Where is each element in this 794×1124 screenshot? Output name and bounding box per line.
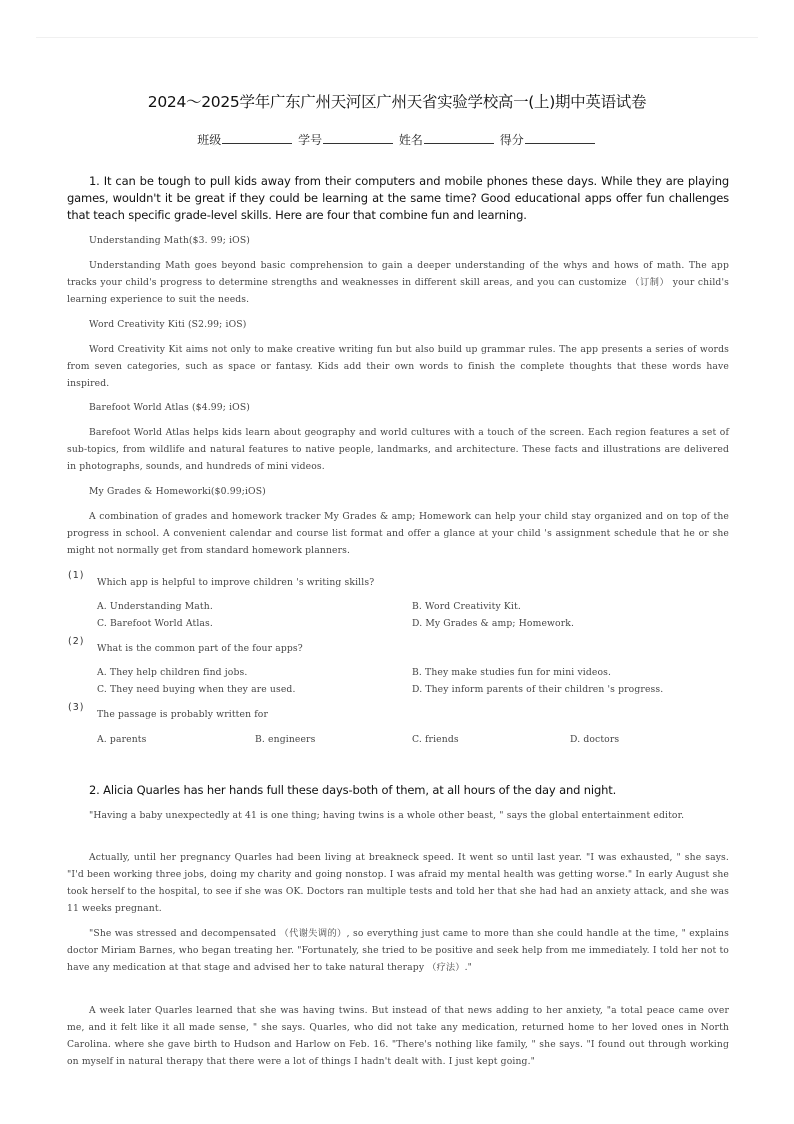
class-blank[interactable]	[222, 132, 292, 144]
q1-sub1-option-c[interactable]: C. Barefoot World Atlas.	[97, 618, 213, 629]
name-blank[interactable]	[424, 132, 494, 144]
q1-sub3-stem: The passage is probably written for	[97, 709, 269, 720]
q1-sub3-option-a[interactable]: A. parents	[97, 734, 147, 745]
student-id-field[interactable]	[298, 131, 395, 148]
q1-sub2-stem: What is the common part of the four apps?	[97, 643, 303, 654]
q1-sub1-stem: Which app is helpful to improve children 's writing skills?	[97, 577, 375, 588]
q1-app3-title: Barefoot World Atlas ($4.99; iOS)	[89, 402, 251, 413]
q1-sub3-option-b[interactable]: B. engineers	[255, 734, 316, 745]
q1-app2-title: Word Creativity Kiti (S2.99; iOS)	[89, 319, 247, 330]
q1-sub2-option-c[interactable]: C. They need buying when they are used.	[97, 684, 296, 695]
q2-paragraph-4: A week later Quarles learned that she was having twins. But instead of that news adding to her anxiety, "a total peace came over me, and it felt like it all made sense, " she says. Quarles, who did not take any medication, returned home to her loved ones in North Carolina. where she gave birth to Hudson and Harlow on Feb. 16. "There's nothing like family, " she says. "I found out through working on myself in natural therapy that there were a lot of things I hadn't dealt with. I just kept going."	[67, 1005, 729, 1067]
q2-paragraph-3: "She was stressed and decompensated （代谢失调的）, so everything just came to more than she could handle at the time, " explains doctor Miriam Barnes, who began treating her. "Fortunately, she tried to be positive and seek help from me immediately. I told her not to have any medication at that stage and advised her to take natural therapy （疗法）."	[67, 928, 729, 973]
class-label: 班级	[197, 133, 222, 147]
q1-app1-title: Understanding Math($3. 99; iOS)	[89, 235, 251, 246]
score-field[interactable]	[500, 131, 597, 148]
q1-app3-desc: Barefoot World Atlas helps kids learn about geography and world cultures with a touch of the screen. Each region features a set of sub-topics, from wildlife and natural features to native people, landmarks, and architecture. These facts and illustrations are delivered in photographs, sounds, and hundreds of mini videos.	[67, 427, 729, 472]
q1-sub1-option-b[interactable]: B. Word Creativity Kit.	[412, 601, 521, 612]
q1-app2-desc: Word Creativity Kit aims not only to make creative writing fun but also build up grammar rules. The app presents a series of words from seven categories, such as space or fantasy. Kids add their own words to finish the complete thoughts that these words have inspired.	[67, 344, 729, 389]
student-id-label: 学号	[298, 133, 323, 147]
class-field[interactable]	[197, 131, 294, 148]
header-divider	[36, 37, 758, 38]
name-label: 姓名	[398, 133, 423, 147]
q1-intro: 1. It can be tough to pull kids away from their computers and mobile phones these days. While they are playing games, wouldn't it be great if they could be learning at the same time? Good educational apps offer fun challenges that teach specific grade-level skills. Here are four that combine fun and learning.	[67, 174, 729, 222]
page-title: 2024～2025学年广东广州天河区广州天省实验学校高一(上)期中英语试卷	[147, 93, 647, 111]
q1-sub3-option-c[interactable]: C. friends	[412, 734, 459, 745]
q1-sub2-option-a[interactable]: A. They help children find jobs.	[97, 667, 248, 678]
q1-sub3-option-d[interactable]: D. doctors	[570, 734, 620, 745]
q2-paragraph-1: "Having a baby unexpectedly at 41 is one thing; having twins is a whole other beast, " says the global entertainment editor.	[89, 810, 685, 821]
q1-app1-desc: Understanding Math goes beyond basic comprehension to gain a deeper understanding of the whys and hows of math. The app tracks your child's progress to determine strengths and weaknesses in different skill areas, and you can customize （订制） your child's learning experience to suit the needs.	[67, 260, 729, 305]
q1-sub1-number: (1)	[68, 570, 85, 581]
score-blank[interactable]	[525, 132, 595, 144]
student-info-line	[0, 131, 794, 148]
name-field[interactable]	[399, 131, 496, 148]
q1-sub1-option-a[interactable]: A. Understanding Math.	[97, 601, 213, 612]
q1-app4-title: My Grades & Homeworki($0.99;iOS)	[89, 486, 266, 497]
student-id-blank[interactable]	[323, 132, 393, 144]
q1-app4-desc: A combination of grades and homework tracker My Grades & amp; Homework can help your child stay organized and on top of the progress in school. A convenient calendar and course list format and offer a glance at your child 's assignment schedule that he or she might not normally get from standard homework planners.	[67, 511, 729, 556]
q2-paragraph-2: Actually, until her pregnancy Quarles had been living at breakneck speed. It went so until last year. "I was exhausted, " she says. "I'd been working three jobs, doing my charity and going nonstop. I was afraid my mental health was getting worse." In early August she took herself to the hospital, to see if she was OK. Doctors ran multiple tests and told her that she had had an anxiety attack, and she was 11 weeks pregnant.	[67, 852, 729, 914]
q2-intro: 2. Alicia Quarles has her hands full these days-both of them, at all hours of the day and night.	[89, 783, 617, 797]
q1-sub2-option-b[interactable]: B. They make studies fun for mini videos.	[412, 667, 612, 678]
score-label: 得分	[499, 133, 524, 147]
q1-sub2-number: (2)	[68, 636, 85, 647]
q1-sub3-number: (3)	[68, 702, 85, 713]
q1-sub2-option-d[interactable]: D. They inform parents of their children 's progress.	[412, 684, 664, 695]
q1-sub1-option-d[interactable]: D. My Grades & amp; Homework.	[412, 618, 575, 629]
